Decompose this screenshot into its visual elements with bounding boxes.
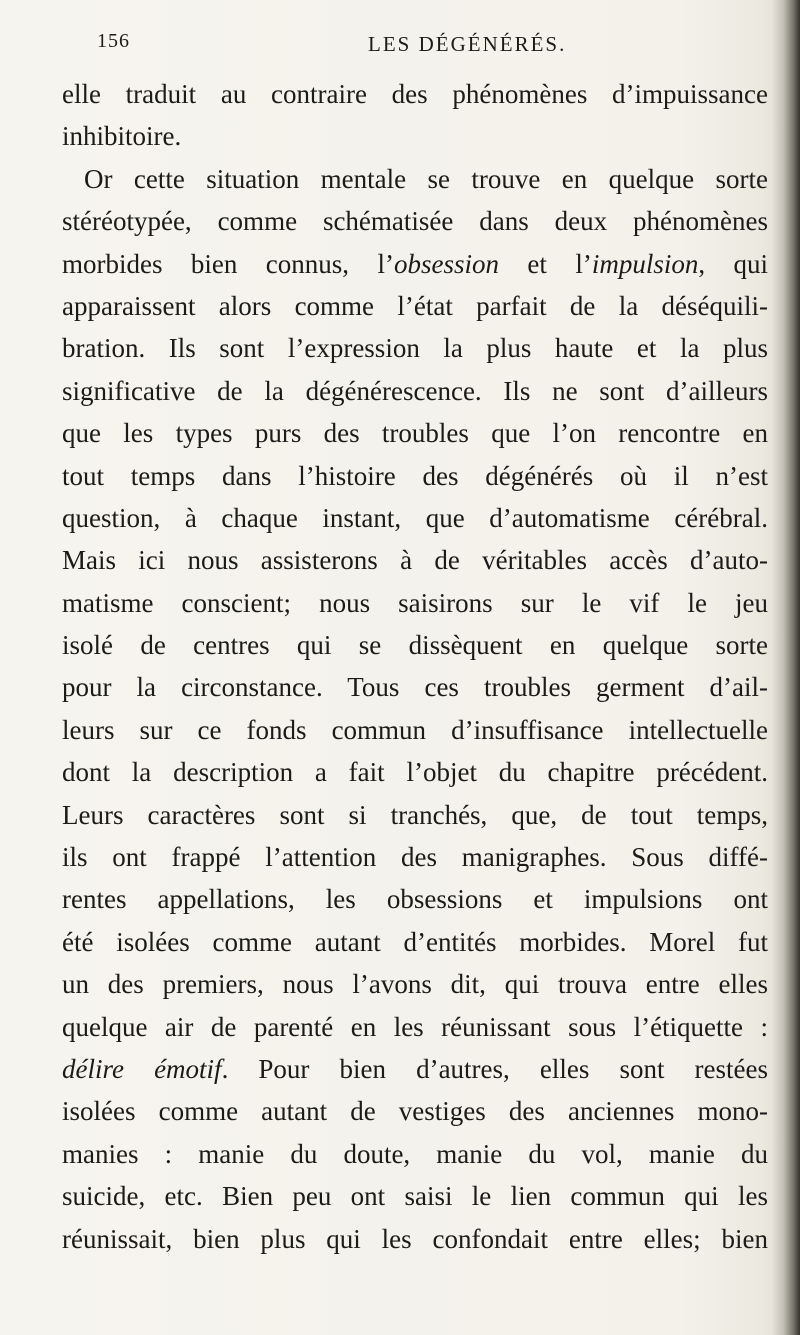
text-line: isolé de centres qui se dissèquent en quelque sorte [62, 630, 768, 661]
text-line: stéréotypée, comme schématisée dans deux phénomènes [62, 206, 768, 237]
text-line: Mais ici nous assisterons à de véritables accès d’auto- [62, 545, 768, 576]
page-number: 156 [97, 30, 130, 52]
italic-term: impulsion [591, 248, 699, 279]
page-edge-shadow [772, 0, 800, 1335]
text-line: quelque air de parenté en les réunissant sous l’étiquette : [62, 1011, 768, 1042]
text-line: morbides bien connus, l’obsession et l’impulsion, qui [62, 248, 768, 279]
text-line: tout temps dans l’histoire des dégénérés où il n’est [62, 460, 768, 491]
text-line: que les types purs des troubles que l’on rencontre en [62, 418, 768, 449]
italic-term: délire émotif [62, 1053, 222, 1084]
text-line: elle traduit au contraire des phénomènes d’impuissance [62, 79, 768, 109]
text-line: suicide, etc. Bien peu ont saisi le lien commun qui les [62, 1181, 768, 1212]
text-line: inhibitoire. [62, 121, 182, 152]
body-text [62, 73, 768, 1260]
text-line: dont la description a fait l’objet du chapitre précédent. [62, 757, 768, 788]
text-line: Or cette situation mentale se trouve en quelque sorte [84, 163, 768, 194]
italic-term: obsession [393, 248, 499, 279]
text-line: isolées comme autant de vestiges des anciennes mono- [62, 1096, 768, 1127]
running-head [0, 16, 800, 56]
text-line: manies : manie du doute, manie du vol, manie du [62, 1138, 768, 1169]
text-line: délire émotif. Pour bien d’autres, elles sont restées [62, 1053, 768, 1084]
text-line: matisme conscient; nous saisirons sur le vif le jeu [62, 587, 768, 618]
text-line: rentes appellations, les obsessions et impulsions ont [62, 884, 768, 915]
text-line: apparaissent alors comme l’état parfait de la déséquili- [62, 290, 768, 321]
text-line: leurs sur ce fonds commun d’insuffisance intellectuelle [62, 714, 768, 745]
text-line: ils ont frappé l’attention des manigraphes. Sous diffé- [62, 842, 768, 873]
text-line: pour la circonstance. Tous ces troubles germent d’ail- [62, 672, 768, 703]
text-line: significative de la dégénérescence. Ils ne sont d’ailleurs [62, 375, 768, 406]
text-line: réunissait, bien plus qui les confondait entre elles; bien [62, 1223, 768, 1254]
text-line: Leurs caractères sont si tranchés, que, de tout temps, [62, 799, 768, 830]
text-line: été isolées comme autant d’entités morbides. Morel fut [62, 926, 768, 957]
text-line: bration. Ils sont l’expression la plus haute et la plus [62, 333, 768, 364]
running-title: LES DÉGÉNÉRÉS. [368, 32, 567, 56]
text-line: question, à chaque instant, que d’automatisme cérébral. [62, 502, 768, 533]
text-line: un des premiers, nous l’avons dit, qui trouva entre elles [62, 969, 768, 1000]
